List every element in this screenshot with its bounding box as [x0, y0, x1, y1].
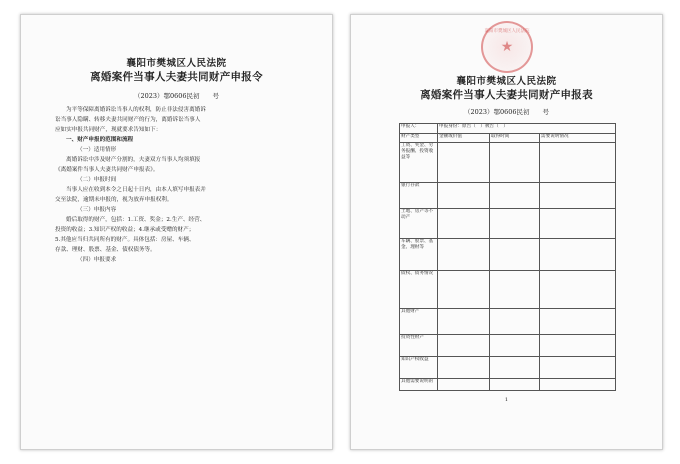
row-label: 其他财产: [400, 309, 438, 335]
intro-line: 为平等保障离婚诉讼当事人的权利，防止非法侵害离婚诉: [66, 107, 206, 113]
table-row: [400, 183, 616, 209]
column-header: 需要说明情况: [540, 134, 616, 143]
case-number: （2023）鄂0606民初 号: [133, 92, 220, 100]
section-heading: 一、财产申报的范围和流程: [66, 137, 134, 143]
court-seal: [481, 21, 533, 73]
row-label: 工资、奖金、劳务报酬、投资收益等: [400, 143, 438, 183]
subsection-heading: （四）申报要求: [77, 257, 117, 263]
subsection-heading: （二）申报时间: [77, 177, 117, 183]
body-line: 婚后取得的财产，包括：1.工资、奖金；2.生产、经营、: [66, 217, 206, 223]
column-header: 财产类型: [400, 134, 438, 143]
body-line: 当事人应在收到本令之日起十日内，由本人填写申报表并: [66, 187, 206, 193]
case-number: （2023）鄂0606民初 号: [463, 108, 550, 116]
table-row: [400, 271, 616, 309]
row-label: 银行存款: [400, 183, 438, 209]
column-header: 金额或价值: [438, 134, 490, 143]
table-row: [400, 335, 616, 357]
declarant-label: 申报人：: [400, 124, 438, 134]
page-number: 1: [504, 397, 509, 403]
subsection-heading: （一）适用情形: [77, 147, 117, 153]
body-line: 交至法院，逾期未申报的，视为放弃申报权利。: [55, 197, 173, 203]
table-row: [400, 209, 616, 239]
body-line: 5.其他应当归共同所有的财产。具体包括：房屋、车辆、: [55, 237, 195, 243]
table-row: [400, 357, 616, 379]
table-row: [400, 239, 616, 271]
table-row: [400, 309, 616, 335]
table-row: [400, 379, 616, 391]
intro-line: 讼当事人隐瞒、转移夫妻共同财产的行为，离婚诉讼当事人: [55, 117, 201, 123]
left-document-page: [20, 14, 333, 450]
body-line: 《离婚案件当事人夫妻共同财产申报表》。: [55, 167, 159, 173]
column-header: 取得时间: [490, 134, 540, 143]
subsection-heading: （三）申报内容: [77, 207, 117, 213]
table-row: [400, 143, 616, 183]
form-title: 离婚案件当事人夫妻共同财产申报表: [420, 89, 593, 101]
row-label: 投资性财产: [400, 335, 438, 357]
row-label: 车辆、股票、基金、理财等: [400, 239, 438, 271]
declarant-role-field[interactable]: 申报身份：原告（ ）被告（ ）: [438, 124, 616, 134]
seal-star-icon: ★: [500, 39, 514, 55]
row-label: 债权、债务情况: [400, 271, 438, 309]
row-label: 土地、房产等不动产: [400, 209, 438, 239]
court-name: 襄阳市樊城区人民法院: [126, 58, 227, 69]
body-line: 离婚诉讼中涉及财产分割的，夫妻双方当事人均须填报: [66, 157, 201, 163]
body-line: 存款、理财、股票、基金、债权债务等。: [55, 247, 156, 253]
property-declaration-table: [399, 123, 616, 391]
court-name: 襄阳市樊城区人民法院: [456, 76, 557, 87]
document-title: 离婚案件当事人夫妻共同财产申报令: [90, 71, 263, 83]
right-document-page: [350, 14, 663, 450]
row-label: 知识产权收益: [400, 357, 438, 379]
row-label: 其他需要说明的: [400, 379, 438, 391]
body-line: 投资的收益；3.知识产权的收益；4.继承或受赠的财产；: [55, 227, 195, 233]
intro-line: 应如实申报共同财产，现就要求告知如下：: [55, 127, 162, 133]
seal-text: 襄阳市樊城区人民法院: [484, 29, 530, 34]
document-body: [55, 105, 305, 265]
